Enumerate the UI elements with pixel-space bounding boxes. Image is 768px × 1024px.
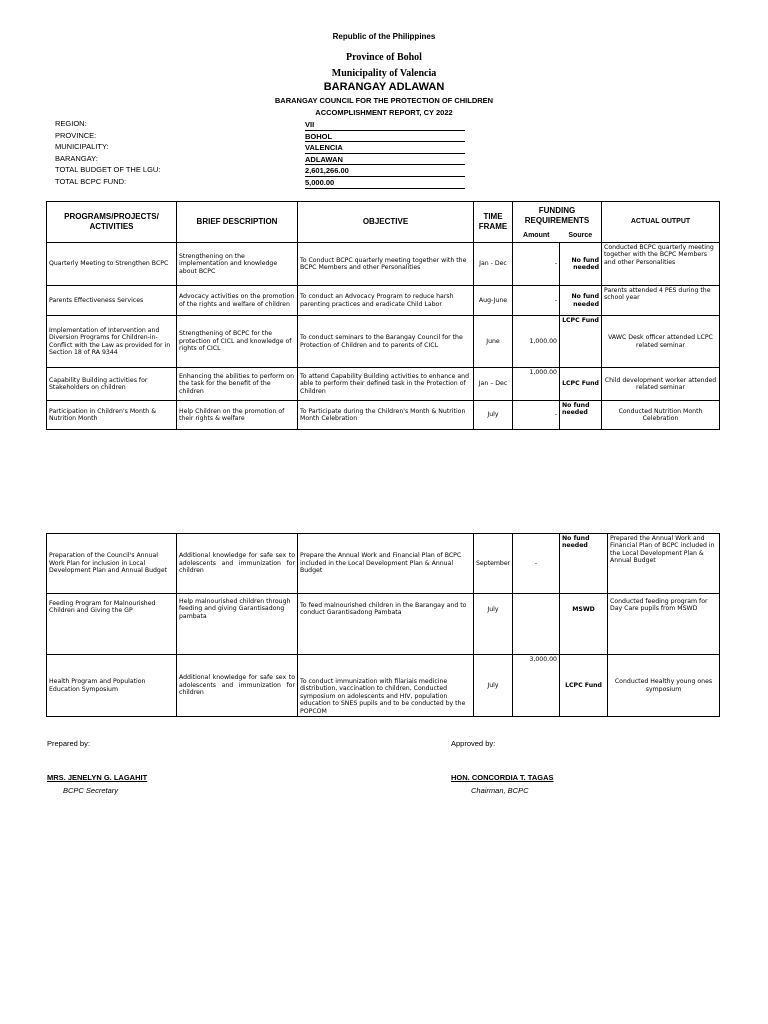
program-cell: Implementation of Intervention and Diversion Programs for Children-in-Conflict with the Law as provided for in Section 18 of RA 9344 [47, 316, 177, 368]
table-row [47, 594, 720, 655]
barangay-heading: BARANGAY ADLAWAN [323, 81, 445, 93]
info-block [55, 119, 475, 189]
source-cell: LCPC Fund [560, 368, 602, 401]
table-row [47, 316, 720, 368]
info-row [55, 154, 475, 166]
prepared-by-title: BCPC Secretary [63, 786, 119, 795]
description-cell: Help Children on the promotion of their rights & welfare [177, 401, 298, 430]
source-cell: No fund needed [560, 401, 602, 430]
source-cell: MSWD [560, 594, 608, 655]
amount-cell: - [513, 243, 560, 286]
description-cell: Strengthening on the implementation and knowledge about BCPC [177, 243, 298, 286]
info-value: ADLAWAN [305, 154, 465, 166]
table-row [47, 534, 720, 594]
time-cell: July [474, 594, 513, 655]
info-value: VII [305, 119, 465, 131]
prepared-by-label: Prepared by: [47, 739, 90, 748]
amount-cell: - [513, 534, 560, 594]
info-value: 2,601,266.00 [305, 165, 465, 177]
info-value: 5,000.00 [305, 177, 465, 189]
col-header-description: BRIEF DESCRIPTION [177, 202, 298, 243]
objective-cell: To conduct immunization with filariais medicine distribution, vaccination to children, Conducted symposium on adolescents and HIV, population education to SNES pupils and to be conducted by the POPCOM [298, 655, 474, 717]
info-row [55, 119, 475, 131]
col-header-time-frame: TIME FRAME [474, 202, 513, 243]
accomplishment-table-continued [46, 533, 720, 717]
info-value: VALENCIA [305, 142, 465, 154]
province-heading: Province of Bohol [346, 52, 422, 63]
info-label: BARANGAY: [55, 153, 98, 163]
description-cell: Advocacy activities on the promotion of the rights and welfare of children [177, 286, 298, 316]
description-cell: Additional knowledge for safe sex to adolescents and immunization for children [177, 534, 298, 594]
info-row [55, 131, 475, 143]
council-heading: BARANGAY COUNCIL FOR THE PROTECTION OF CHILDREN [274, 96, 494, 105]
output-cell: Parents attended 4 PES during the school year [602, 286, 720, 316]
program-cell: Feeding Program for Malnourished Children and Giving the GP [47, 594, 177, 655]
output-cell: Conducted BCPC quarterly meeting together with the BCPC Members and other Personalities [602, 243, 720, 286]
time-cell: July [474, 401, 513, 430]
col-header-source: Source [560, 230, 602, 243]
program-cell: Quarterly Meeting to Strengthen BCPC [47, 243, 177, 286]
table-row [47, 368, 720, 401]
description-cell: Strengthening of BCPC for the protection of CICL and knowledge of rights of CICL [177, 316, 298, 368]
program-cell: Health Program and Population Education Symposium [47, 655, 177, 717]
info-label: PROVINCE: [55, 130, 97, 140]
amount-cell: 1,000.00 [513, 316, 560, 368]
approved-by-title: Chairman, BCPC [471, 786, 529, 795]
time-cell: Jan - Dec [474, 243, 513, 286]
source-cell: LCPC Fund [560, 316, 602, 368]
accomplishment-table [46, 201, 720, 430]
output-cell: Conducted Nutrition Month Celebration [602, 401, 720, 430]
info-label: TOTAL BUDGET OF THE LGU: [55, 165, 161, 175]
output-cell: VAWC Desk officer attended LCPC related seminar [602, 316, 720, 368]
objective-cell: To conduct an Advocacy Program to reduce harsh parenting practices and eradicate Child Labor [298, 286, 474, 316]
output-cell: Conducted feeding program for Day Care pupils from MSWD [608, 594, 720, 655]
report-title: ACCOMPLISHMENT REPORT, CY 2022 [315, 108, 453, 117]
program-cell: Participation in Children's Month & Nutrition Month [47, 401, 177, 430]
col-header-amount: Amount [513, 230, 560, 243]
amount-cell [513, 594, 560, 655]
prepared-by-name: MRS. JENELYN G. LAGAHIT [47, 773, 148, 782]
amount-cell: 1,000.00 [513, 368, 560, 401]
objective-cell: To conduct seminars to the Barangay Council for the Protection of Children and to parents of CICL [298, 316, 474, 368]
amount-cell: - [513, 286, 560, 316]
output-cell: Child development worker attended related seminar [602, 368, 720, 401]
program-cell: Capability Building activities for Stakeholders on children [47, 368, 177, 401]
objective-cell: Prepare the Annual Work and Financial Plan of BCPC included in the Local Development Plan & Annual Budget [298, 534, 474, 594]
source-cell: No fund needed [560, 286, 602, 316]
objective-cell: To Conduct BCPC quarterly meeting together with the BCPC Members and other Personalities [298, 243, 474, 286]
description-cell: Help malnourished children through feeding and giving Garantisadong pambata [177, 594, 298, 655]
col-header-programs: PROGRAMS/PROJECTS/ ACTIVITIES [47, 202, 177, 243]
objective-cell: To feed malnourished children in the Barangay and to conduct Garantisadong Pambata [298, 594, 474, 655]
table-row [47, 286, 720, 316]
time-cell: July [474, 655, 513, 717]
output-cell: Conducted Healthy young ones symposium [608, 655, 720, 717]
program-cell: Preparation of the Council's Annual Work Plan for inclusion in Local Development Plan and Annual Budget [47, 534, 177, 594]
source-cell: LCPC Fund [560, 655, 608, 717]
time-cell: June [474, 316, 513, 368]
description-cell: Enhancing the abilities to perform on the task for the benefit of the children [177, 368, 298, 401]
time-cell: Aug-June [474, 286, 513, 316]
time-cell: September [474, 534, 513, 594]
time-cell: Jan – Dec [474, 368, 513, 401]
amount-cell: - [513, 401, 560, 430]
source-cell: No fund needed [560, 534, 608, 594]
description-cell: Additional knowledge for safe sex to adolescents and immunization for children [177, 655, 298, 717]
info-row [55, 165, 475, 177]
info-label: MUNICIPALITY: [55, 142, 109, 152]
program-cell: Parents Effectiveness Services [47, 286, 177, 316]
info-value: BOHOL [305, 131, 465, 143]
info-label: TOTAL BCPC FUND: [55, 176, 127, 186]
table-row [47, 243, 720, 286]
info-label: REGION: [55, 119, 87, 128]
col-header-output: ACTUAL OUTPUT [602, 202, 720, 243]
municipality-heading: Municipality of Valencia [331, 68, 437, 79]
amount-cell: 3,000.00 [513, 655, 560, 717]
objective-cell: To Participate during the Children's Month & Nutrition Month Celebration [298, 401, 474, 430]
source-cell: No fund needed [560, 243, 602, 286]
approved-by-label: Approved by: [451, 739, 496, 748]
info-row [55, 142, 475, 154]
table-row [47, 401, 720, 430]
info-row [55, 177, 475, 189]
col-header-funding: FUNDING REQUIREMENTS [513, 202, 602, 230]
table-row [47, 655, 720, 717]
country-heading: Republic of the Philippines [332, 32, 436, 41]
approved-by-name: HON. CONCORDIA T. TAGAS [451, 773, 554, 782]
output-cell: Prepared the Annual Work and Financial Plan of BCPC included in the Local Development Plan & Annual Budget [608, 534, 720, 594]
objective-cell: To attend Capability Building activities to enhance and able to perform their defined task in the Protection of Children [298, 368, 474, 401]
col-header-objective: OBJECTIVE [298, 202, 474, 243]
